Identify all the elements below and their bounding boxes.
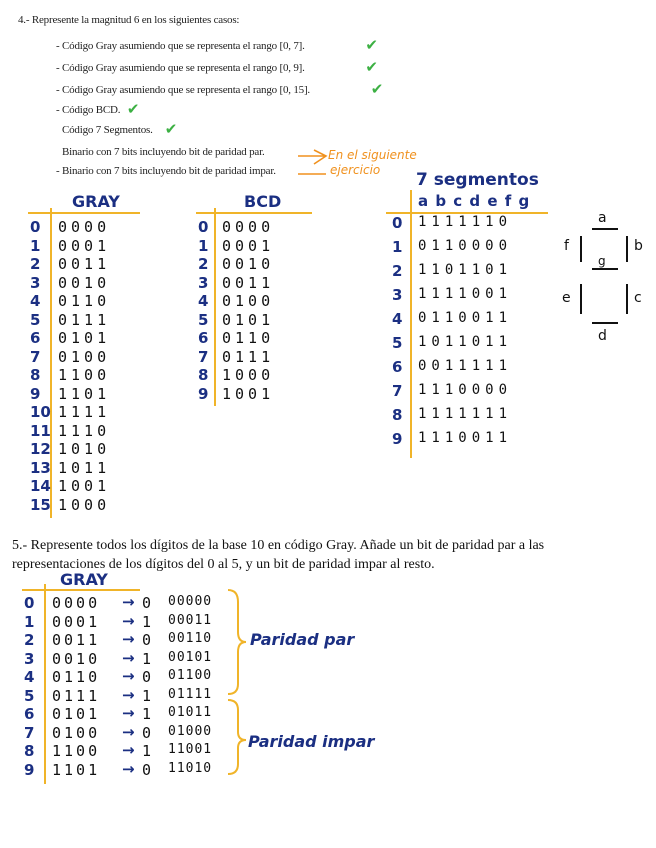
gray-row-digit: 12 [30,440,51,458]
arrow-icon: → [122,704,135,722]
seg-row-digit: 6 [392,358,403,376]
exercise-4-item: - Binario con 7 bits incluyendo bit de paridad impar. [56,165,276,177]
bcd-row-code: 0101 [222,310,275,329]
ex5-row-code: 0101 [52,705,101,723]
gray-row-code: 0000 [58,218,111,236]
gray-row-code: 1001 [58,477,111,495]
bcd-row-digit: 7 [198,347,209,366]
ex5-row-result: 01011 [168,705,213,720]
ex5-row-code: 0000 [52,594,101,612]
ex5-row-digit: 5 [24,686,35,705]
orange-note-line1: En el siguiente [328,148,417,162]
gray-row-digit: 0 [30,218,41,236]
ex5-row-result: 01100 [168,668,213,683]
ex5-row-parity-bit: 1 [142,649,156,668]
gray-row-digit: 6 [30,329,41,347]
ex5-row-parity-bit: 0 [142,594,156,612]
arrow-icon: → [122,741,135,759]
ex5-row-digit: 6 [24,705,35,723]
bcd-row-code: 0000 [222,218,275,236]
bcd-row-digit: 3 [198,273,209,292]
segment-label-e: e [562,290,571,306]
bcd-row-digit: 8 [198,366,209,384]
gray-table-hline [28,212,140,214]
gray-row-code: 1101 [58,384,111,403]
gray-row-digit: 14 [30,477,51,495]
segment-g [592,268,618,270]
bcd-row-code: 0100 [222,292,275,310]
seg-row-digit: 5 [392,334,403,352]
segment-d [592,322,618,324]
ex5-row-parity-bit: 1 [142,686,156,705]
seg-row-code: 0110000 [418,238,513,254]
seg-row-code: 1101101 [418,262,513,278]
ex5-row-digit: 1 [24,612,35,631]
ex5-row-result: 01000 [168,723,213,739]
ex5-row-parity-bit: 1 [142,742,156,760]
seg-row-code: 1111001 [418,286,513,302]
segment-a [592,228,618,230]
parity-braces [226,588,248,778]
bcd-row-code: 1001 [222,384,275,403]
gray-row-code: 1100 [58,366,111,384]
ex5-row-digit: 4 [24,668,35,686]
seg-row-digit: 2 [392,262,403,280]
seg-table-header: a b c d e f g [418,192,531,210]
arrow-icon: → [122,722,135,741]
arrow-icon: → [122,593,135,611]
segment-c [626,284,628,314]
seg-table-title: 7 segmentos [416,170,539,190]
ex5-row-parity-bit: 0 [142,631,156,649]
ex5-row-code: 0111 [52,686,101,705]
seg-row-digit: 3 [392,286,403,304]
bcd-row-code: 1000 [222,366,275,384]
arrow-icon: → [122,667,135,685]
ex5-row-parity-bit: 0 [142,668,156,686]
ex5-row-code: 0001 [52,612,101,631]
seg-row-code: 1011011 [418,334,513,350]
gray-row-code: 0111 [58,310,111,329]
exercise-5-text: 5.- Represente todos los dígitos de la base 10 en código Gray. Añade un bit de paridad par a las representaciones de los dígitos del 0 al 5, y un bit de paridad impar al resto. [12,538,545,572]
gray-row-code: 1110 [58,421,111,440]
gray-row-digit: 8 [30,366,41,384]
ex5-row-code: 0100 [52,723,101,742]
segment-f [580,236,582,262]
bcd-table-title: BCD [244,192,282,211]
gray-row-digit: 2 [30,255,41,273]
ex5-table-vline [44,584,46,784]
segment-label-g: g [598,254,606,268]
seg-row-digit: 9 [392,430,403,448]
ex5-row-result: 11001 [168,742,213,757]
gray-row-code: 1011 [58,458,111,477]
ex5-table-hline [22,589,140,591]
ex5-row-result: 11010 [168,760,213,776]
gray-row-code: 0110 [58,292,111,310]
segment-label-d: d [598,328,607,344]
segment-label-b: b [634,238,643,254]
bcd-row-code: 0111 [222,347,275,366]
exercise-4-item: - Código Gray asumiendo que se representa el rango [0, 15]. [56,84,310,96]
ex5-row-digit: 9 [24,760,35,779]
brace-label-even: Paridad par [250,630,355,649]
exercise-4-item: Código 7 Segmentos. [62,124,153,136]
gray-row-code: 1010 [58,440,111,458]
bcd-row-digit: 5 [198,310,209,329]
bcd-row-digit: 4 [198,292,209,310]
bcd-table-vline [214,208,216,406]
bcd-row-digit: 6 [198,329,209,347]
bcd-row-code: 0011 [222,273,275,292]
gray-row-digit: 10 [30,403,51,421]
seg-row-digit: 7 [392,382,403,400]
seg-row-code: 1111110 [418,214,513,230]
arrow-icon: → [122,630,135,648]
ex5-row-parity-bit: 0 [142,760,156,779]
seg-table-vline [410,190,412,458]
segment-e [580,284,582,314]
seg-row-code: 1110011 [418,430,513,446]
gray-row-code: 0001 [58,236,111,255]
check-icon: ✔ [126,100,140,118]
brace-label-odd: Paridad impar [248,732,375,751]
gray-row-digit: 15 [30,495,51,514]
bcd-row-code: 0010 [222,255,275,273]
ex5-row-digit: 8 [24,742,35,760]
gray-row-digit: 5 [30,310,41,329]
gray-row-digit: 7 [30,347,41,366]
gray-row-code: 0100 [58,347,111,366]
exercise-4-item: - Código BCD. [56,104,121,116]
ex5-row-parity-bit: 1 [142,705,156,723]
ex5-row-digit: 7 [24,723,35,742]
ex5-row-code: 0011 [52,631,101,649]
exercise-4-item: - Código Gray asumiendo que se representa el rango [0, 9]. [56,62,305,74]
exercise-4-title: 4.- Represente la magnitud 6 en los siguientes casos: [18,14,240,26]
seg-row-code: 1110000 [418,382,513,398]
seg-row-digit: 1 [392,238,403,256]
segment-b [626,236,628,262]
ex5-row-code: 1101 [52,760,101,779]
ex5-table-title: GRAY [60,570,108,589]
check-icon: ✔ [164,120,178,138]
ex5-row-result: 01111 [168,686,213,702]
check-icon: ✔ [365,58,378,76]
ex5-row-digit: 2 [24,631,35,649]
bcd-row-code: 0001 [222,236,275,255]
gray-row-code: 1111 [58,403,111,421]
gray-row-code: 1000 [58,495,111,514]
ex5-row-code: 1100 [52,742,101,760]
gray-row-digit: 11 [30,421,51,440]
check-icon: ✔ [365,36,378,54]
orange-arrow-icon [296,148,330,180]
arrow-icon: → [122,759,135,778]
ex5-row-digit: 3 [24,649,35,668]
seg-row-code: 1111111 [418,406,513,422]
gray-row-digit: 4 [30,292,41,310]
bcd-row-digit: 0 [198,218,209,236]
ex5-row-result: 00000 [168,594,213,609]
ex5-row-result: 00101 [168,649,213,665]
ex5-row-code: 0010 [52,649,101,668]
gray-row-digit: 13 [30,458,51,477]
segment-label-a: a [598,210,607,226]
segment-label-f: f [564,238,569,254]
gray-row-digit: 3 [30,273,41,292]
segment-label-c: c [634,290,642,306]
arrow-icon: → [122,611,135,630]
ex5-row-digit: 0 [24,594,35,612]
gray-table-title: GRAY [72,192,120,211]
arrow-icon: → [122,648,135,667]
seg-row-digit: 4 [392,310,403,328]
seg-row-digit: 8 [392,406,403,424]
seg-row-code: 0110011 [418,310,513,326]
bcd-row-digit: 2 [198,255,209,273]
gray-row-code: 0010 [58,273,111,292]
check-icon: ✔ [370,80,384,98]
bcd-row-code: 0110 [222,329,275,347]
gray-row-digit: 9 [30,384,41,403]
exercise-4-item: Binario con 7 bits incluyendo bit de paridad par. [62,146,265,158]
ex5-row-result: 00110 [168,631,213,646]
bcd-row-digit: 9 [198,384,209,403]
seg-row-code: 0011111 [418,358,513,374]
ex5-row-code: 0110 [52,668,101,686]
orange-note-line2: ejercicio [330,163,381,177]
bcd-row-digit: 1 [198,236,209,255]
exercise-4-item: - Código Gray asumiendo que se representa el rango [0, 7]. [56,40,305,52]
gray-row-code: 0011 [58,255,111,273]
ex5-row-parity-bit: 1 [142,612,156,631]
gray-row-code: 0101 [58,329,111,347]
gray-row-digit: 1 [30,236,41,255]
ex5-row-result: 00011 [168,612,213,628]
ex5-row-parity-bit: 0 [142,723,156,742]
arrow-icon: → [122,685,135,704]
seg-row-digit: 0 [392,214,403,232]
